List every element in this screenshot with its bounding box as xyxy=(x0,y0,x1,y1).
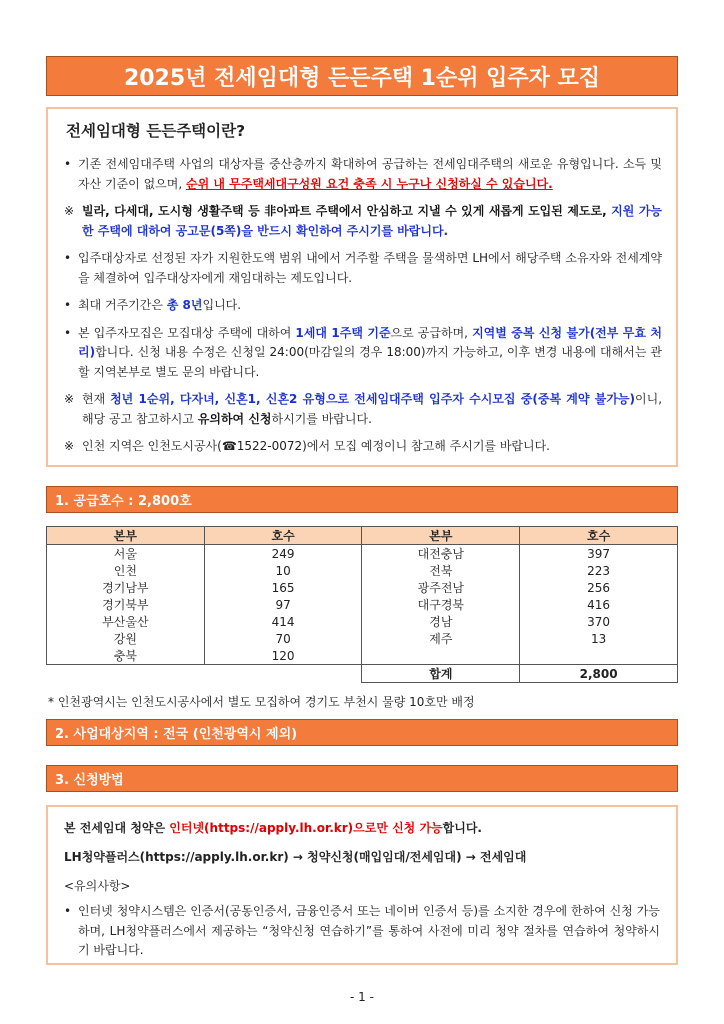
count-cell: 416 xyxy=(520,596,678,613)
count-cell: 397 xyxy=(520,545,678,563)
region-cell: 경기북부 xyxy=(47,596,205,613)
bullet-marker: • xyxy=(64,251,72,265)
count-cell: 97 xyxy=(204,596,362,613)
header-region: 본부 xyxy=(47,527,205,545)
table-row xyxy=(47,647,678,665)
region-cell: 강원 xyxy=(47,630,205,647)
bullet-marker: • xyxy=(64,298,72,312)
note-marker: ※ xyxy=(64,392,75,406)
page-title: 2025년 전세임대형 든든주택 1순위 입주자 모집 xyxy=(46,56,678,96)
region-cell: 대구경북 xyxy=(362,596,520,613)
region-cell: 대전충남 xyxy=(362,545,520,563)
region-cell: 서울 xyxy=(47,545,205,563)
count-cell: 256 xyxy=(520,579,678,596)
count-cell: 10 xyxy=(204,562,362,579)
bullet-marker: • xyxy=(64,325,72,340)
notice-certificate: • 인터넷 청약시스템은 인증서(공동인증서, 금융인증서 또는 네이버 인증서 등)를 소지한 경우에 한하여 신청 가능하며, LH청약플러스에서 제공하는 “청약신청 연습하기”를 통하여 사전에 미리 청약 절차를 연습하여 청약하시기 바랍니다. xyxy=(64,904,660,957)
intro-note-current-recruitment: ※ 현재 청년 1순위, 다자녀, 신혼1, 신혼2 유형으로 전세임대주택 입주자 수시모집 중(중복 계약 불가능)이니, 해당 공고 참고하시고 유의하여 신청하시기를 바랍니다. xyxy=(64,392,663,426)
region-cell: 경기남부 xyxy=(47,579,205,596)
intro-note-incheon: ※ 인천 지역은 인천도시공사(☎1522-0072)에서 모집 예정이니 참고해 주시기를 바랍니다. xyxy=(64,437,662,457)
region-cell: 광주전남 xyxy=(362,579,520,596)
region-cell: 제주 xyxy=(362,630,520,647)
highlight-check-notice: 지원 가능한 주택에 대하여 공고문(5쪽)을 반드시 확인하여 주시기를 바랍니다. xyxy=(82,204,663,238)
count-cell: 370 xyxy=(520,613,678,630)
count-cell xyxy=(520,647,678,665)
highlight-no-duplicate: 지역별 중복 신청 불가(전부 무효 처리) xyxy=(78,325,663,359)
count-cell: 165 xyxy=(204,579,362,596)
footnote-incheon: * 인천광역시는 인천도시공사에서 별도 모집하여 경기도 부천시 물량 10호만 배정 xyxy=(48,695,475,709)
bullet-marker: • xyxy=(64,904,72,918)
region-cell: 충북 xyxy=(47,647,205,665)
region-cell: 부산울산 xyxy=(47,613,205,630)
intro-paragraph-sublease: • 입주대상자로 선정된 자가 지원한도액 범위 내에서 거주할 주택을 물색하면 LH에서 해당주택 소유자와 전세계약을 체결하여 입주대상자에게 재임대하는 제도입니다. xyxy=(64,251,662,285)
total-value: 2,800 xyxy=(520,665,678,683)
intro-paragraph-rules: • 본 입주자모집은 모집대상 주택에 대하여 1세대 1주택 기준으로 공급하며, 지역별 중복 신청 불가(전부 무효 처리)합니다. 신청 내용 수정은 신청일 24:00(마감일의 경우 18:00)까지 가능하고, 이후 변경 내용에 대해서는 관할 지역본부로 별도 문의 바랍니다. xyxy=(64,325,663,379)
region-cell xyxy=(362,647,520,665)
region-cell: 인천 xyxy=(47,562,205,579)
section-target-area: 2. 사업대상지역 : 전국 (인천광역시 제외) xyxy=(46,719,678,746)
table-row xyxy=(47,613,678,630)
bullet-marker: • xyxy=(64,157,72,171)
region-cell: 경남 xyxy=(362,613,520,630)
table-total-row xyxy=(47,665,678,683)
total-label: 합계 xyxy=(362,665,520,683)
highlight-caution: 유의하여 신청 xyxy=(197,411,272,426)
apply-online-only: 본 전세임대 청약은 인터넷(https://apply.lh.or.kr)으로만 신청 가능합니다. xyxy=(64,821,482,835)
intro-note-housing-type: ※ 빌라, 다세대, 도시형 생활주택 등 非아파트 주택에서 안심하고 지낼 수 있게 새롭게 도입된 제도로, 지원 가능한 주택에 대하여 공고문(5쪽)을 반드시 확인하여 주시기를 바랍니다. xyxy=(64,204,663,238)
supply-table xyxy=(46,526,678,683)
count-cell: 120 xyxy=(204,647,362,665)
highlight-one-house: 1세대 1주택 기준 xyxy=(295,325,391,340)
section-apply-method: 3. 신청방법 xyxy=(46,765,678,792)
notice-label: <유의사항> xyxy=(64,879,131,893)
header-region: 본부 xyxy=(362,527,520,545)
table-row xyxy=(47,562,678,579)
highlight-recruitment-types: 청년 1순위, 다자녀, 신혼1, 신혼2 유형으로 전세임대주택 입주자 수시모집 중(중복 계약 불가능) xyxy=(110,392,636,406)
highlight-period: 총 8년 xyxy=(166,298,203,312)
apply-box xyxy=(46,805,678,965)
section-supply-count: 1. 공급호수 : 2,800호 xyxy=(46,486,678,513)
apply-navigation-path: LH청약플러스(https://apply.lh.or.kr) → 청약신청(매입임대/전세임대) → 전세임대 xyxy=(64,850,527,864)
intro-heading: 전세임대형 든든주택이란? xyxy=(66,122,246,140)
count-cell: 13 xyxy=(520,630,678,647)
intro-box xyxy=(46,107,678,467)
table-row xyxy=(47,579,678,596)
count-cell: 249 xyxy=(204,545,362,563)
table-row xyxy=(47,545,678,563)
table-row xyxy=(47,596,678,613)
note-marker: ※ xyxy=(64,204,75,218)
count-cell: 414 xyxy=(204,613,362,630)
region-cell: 전북 xyxy=(362,562,520,579)
highlight-eligibility: 순위 내 무주택세대구성원 요건 충족 시 누구나 신청하실 수 있습니다. xyxy=(186,176,553,191)
table-row xyxy=(47,630,678,647)
count-cell: 223 xyxy=(520,562,678,579)
intro-paragraph-definition: • 기존 전세임대주택 사업의 대상자를 중산층까지 확대하여 공급하는 전세임대주택의 새로운 유형입니다. 소득 및 자산 기준이 없으며, 순위 내 무주택세대구성원 요건 충족 시 누구나 신청하실 수 있습니다. xyxy=(64,157,662,191)
intro-paragraph-period: • 최대 거주기간은 총 8년입니다. xyxy=(64,296,662,316)
page-number: - 1 - xyxy=(350,990,374,1004)
count-cell: 70 xyxy=(204,630,362,647)
header-count: 호수 xyxy=(520,527,678,545)
note-marker: ※ xyxy=(64,439,75,453)
header-count: 호수 xyxy=(204,527,362,545)
apply-url-highlight: 인터넷(https://apply.lh.or.kr)으로만 신청 가능 xyxy=(169,821,443,835)
table-header-row xyxy=(47,527,678,545)
